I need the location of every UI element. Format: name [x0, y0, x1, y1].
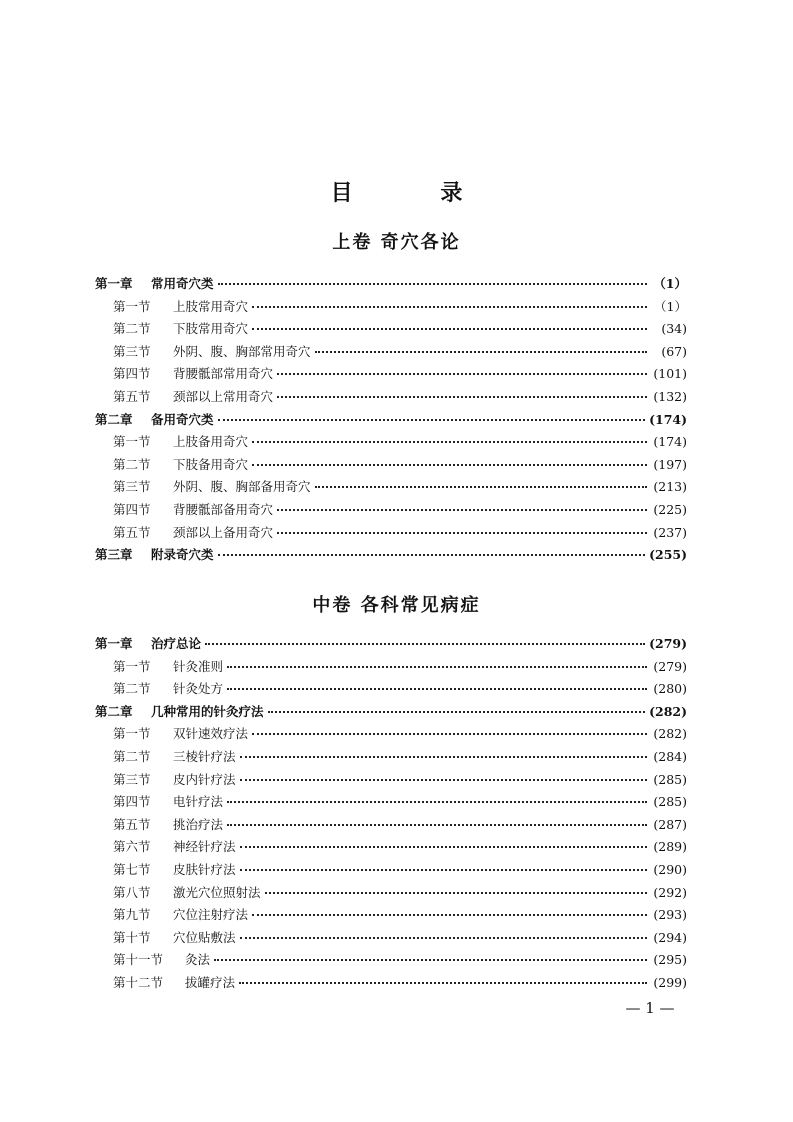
toc-entry-page: (225) — [653, 501, 687, 517]
toc-upper-volume — [95, 274, 687, 568]
dot-leader — [227, 801, 647, 803]
toc-entry-page: (294) — [653, 929, 687, 945]
dot-leader — [240, 869, 647, 871]
toc-entry-section — [95, 523, 687, 546]
dot-leader — [240, 756, 647, 758]
dot-leader — [277, 373, 647, 375]
toc-entry-title: 颈部以上常用奇穴 — [173, 388, 274, 404]
toc-entry-section — [95, 297, 687, 320]
toc-entry-title: 双针速效疗法 — [173, 726, 249, 742]
toc-entry-section — [95, 657, 687, 680]
toc-entry-page: (292) — [653, 884, 687, 900]
toc-entry-section — [95, 679, 687, 702]
toc-entry-title: 几种常用的针灸疗法 — [151, 703, 264, 719]
toc-entry-label: 第二节 — [113, 748, 151, 764]
dot-leader — [265, 892, 647, 894]
toc-entry-title: 下肢常用奇穴 — [173, 321, 249, 337]
volume-title-middle: 中卷 各科常见病症 — [312, 595, 481, 616]
dot-leader — [315, 351, 647, 353]
toc-entry-label: 第八节 — [113, 884, 151, 900]
dot-leader — [218, 554, 646, 556]
toc-entry-section — [95, 770, 687, 793]
toc-entry-title: 附录奇穴类 — [151, 547, 214, 563]
toc-entry-section — [95, 928, 687, 951]
dot-leader — [218, 419, 646, 421]
dot-leader — [227, 824, 647, 826]
toc-entry-chapter — [95, 634, 687, 657]
dot-leader — [252, 733, 647, 735]
toc-entry-label: 第一章 — [95, 636, 133, 651]
toc-entry-section — [95, 319, 687, 342]
dot-leader — [277, 396, 647, 398]
toc-entry-chapter — [95, 274, 687, 297]
toc-entry-page: (174) — [649, 411, 687, 427]
volume-title-upper: 上卷 奇穴各论 — [332, 232, 461, 253]
toc-entry-title: 针灸处方 — [173, 681, 224, 697]
toc-entry-label: 第四节 — [113, 366, 151, 382]
toc-entry-page: (295) — [653, 952, 687, 968]
toc-entry-title: 激光穴位照射法 — [173, 884, 261, 900]
toc-entry-page: (282) — [649, 703, 687, 719]
toc-entry-section — [95, 364, 687, 387]
toc-entry-section — [95, 500, 687, 523]
page-title: 目 录 — [330, 180, 503, 206]
dot-leader — [268, 711, 646, 713]
toc-entry-page: (289) — [653, 839, 687, 855]
toc-entry-section — [95, 860, 687, 883]
toc-entry-section — [95, 883, 687, 906]
toc-entry-label: 第四节 — [113, 794, 151, 810]
toc-entry-page: (213) — [653, 479, 687, 495]
toc-entry-title: 穴位贴敷法 — [173, 929, 236, 945]
toc-entry-section — [95, 837, 687, 860]
toc-entry-label: 第二节 — [113, 321, 151, 337]
toc-entry-label: 第四节 — [113, 501, 151, 517]
toc-entry-title: 上肢备用奇穴 — [173, 434, 249, 450]
dot-leader — [252, 464, 647, 466]
toc-entry-label: 第十节 — [113, 929, 151, 945]
dot-leader — [240, 937, 647, 939]
toc-entry-label: 第三章 — [95, 547, 133, 563]
toc-entry-title: 背腰骶部常用奇穴 — [173, 366, 274, 382]
toc-entry-label: 第五节 — [113, 524, 151, 540]
toc-entry-section — [95, 724, 687, 747]
toc-entry-title: 外阴、腹、胸部常用奇穴 — [173, 343, 311, 359]
toc-entry-section — [95, 950, 687, 973]
toc-entry-label: 第一节 — [113, 434, 151, 450]
toc-entry-title: 皮内针疗法 — [173, 771, 236, 787]
dot-leader — [277, 532, 647, 534]
toc-entry-page: (280) — [653, 681, 687, 697]
dot-leader — [227, 666, 647, 668]
toc-entry-title: 背腰骶部备用奇穴 — [173, 501, 274, 517]
toc-entry-label: 第三节 — [113, 343, 151, 359]
toc-entry-label: 第十二节 — [113, 974, 164, 990]
toc-entry-page: (34) — [661, 321, 687, 337]
toc-entry-title: 上肢常用奇穴 — [173, 298, 249, 314]
toc-middle-volume — [95, 634, 687, 996]
toc-entry-title: 穴位注射疗法 — [173, 907, 249, 923]
toc-entry-title: 常用奇穴类 — [151, 276, 214, 291]
toc-entry-page: (255) — [649, 547, 687, 563]
toc-entry-page: (67) — [661, 343, 687, 359]
dot-leader — [252, 328, 647, 330]
toc-entry-label: 第一节 — [113, 658, 151, 674]
page-number: — 1 — — [625, 999, 675, 1017]
toc-entry-title: 神经针疗法 — [173, 839, 236, 855]
toc-entry-page: （1） — [653, 276, 687, 291]
toc-entry-section — [95, 432, 687, 455]
toc-entry-label: 第二章 — [95, 703, 133, 719]
toc-entry-page: (299) — [653, 974, 687, 990]
toc-entry-page: (132) — [653, 388, 687, 404]
toc-entry-label: 第十一节 — [113, 952, 164, 968]
toc-entry-title: 皮肤针疗法 — [173, 861, 236, 877]
toc-entry-section — [95, 387, 687, 410]
toc-entry-label: 第一章 — [95, 276, 133, 291]
toc-entry-title: 外阴、腹、胸部备用奇穴 — [173, 479, 311, 495]
toc-entry-label: 第三节 — [113, 479, 151, 495]
toc-entry-section — [95, 477, 687, 500]
dot-leader — [227, 688, 647, 690]
toc-entry-title: 电针疗法 — [173, 794, 224, 810]
toc-entry-label: 第九节 — [113, 907, 151, 923]
toc-entry-title: 备用奇穴类 — [151, 411, 214, 427]
toc-entry-title: 拔罐疗法 — [185, 974, 236, 990]
toc-entry-title: 三棱针疗法 — [173, 748, 236, 764]
toc-entry-section — [95, 342, 687, 365]
toc-entry-page: (174) — [653, 434, 687, 450]
toc-entry-page: (285) — [653, 794, 687, 810]
toc-entry-page: (197) — [653, 456, 687, 472]
toc-entry-title: 颈部以上备用奇穴 — [173, 524, 274, 540]
toc-entry-page: (237) — [653, 524, 687, 540]
dot-leader — [252, 306, 647, 308]
toc-entry-chapter — [95, 702, 687, 725]
toc-entry-label: 第七节 — [113, 861, 151, 877]
dot-leader — [277, 509, 647, 511]
toc-entry-page: (290) — [653, 861, 687, 877]
dot-leader — [205, 643, 645, 645]
dot-leader — [239, 982, 647, 984]
toc-entry-page: (101) — [653, 366, 687, 382]
toc-entry-label: 第一节 — [113, 726, 151, 742]
toc-entry-section — [95, 815, 687, 838]
toc-entry-label: 第二节 — [113, 681, 151, 697]
toc-entry-title: 治疗总论 — [151, 636, 202, 651]
toc-entry-label: 第一节 — [113, 298, 151, 314]
toc-entry-page: (287) — [653, 816, 687, 832]
dot-leader — [252, 441, 647, 443]
toc-entry-label: 第二章 — [95, 411, 133, 427]
toc-entry-title: 灸法 — [185, 952, 211, 968]
toc-entry-chapter — [95, 545, 687, 568]
toc-entry-page: (279) — [653, 658, 687, 674]
toc-entry-label: 第五节 — [113, 388, 151, 404]
toc-entry-chapter — [95, 410, 687, 433]
toc-entry-label: 第二节 — [113, 456, 151, 472]
toc-entry-page: （1） — [654, 298, 687, 314]
toc-entry-section — [95, 747, 687, 770]
toc-entry-page: (293) — [653, 907, 687, 923]
toc-entry-section — [95, 905, 687, 928]
dot-leader — [315, 486, 647, 488]
toc-entry-label: 第五节 — [113, 816, 151, 832]
dot-leader — [240, 779, 647, 781]
toc-entry-title: 挑治疗法 — [173, 816, 224, 832]
toc-entry-label: 第六节 — [113, 839, 151, 855]
toc-entry-section — [95, 973, 687, 996]
dot-leader — [214, 959, 647, 961]
toc-entry-page: (282) — [653, 726, 687, 742]
dot-leader — [240, 846, 647, 848]
toc-entry-page: (285) — [653, 771, 687, 787]
toc-entry-section — [95, 455, 687, 478]
toc-entry-label: 第三节 — [113, 771, 151, 787]
toc-entry-page: (279) — [649, 636, 687, 651]
dot-leader — [252, 914, 647, 916]
dot-leader — [218, 283, 647, 285]
toc-entry-title: 针灸准则 — [173, 658, 224, 674]
toc-entry-page: (284) — [653, 748, 687, 764]
toc-entry-section — [95, 792, 687, 815]
toc-entry-title: 下肢备用奇穴 — [173, 456, 249, 472]
